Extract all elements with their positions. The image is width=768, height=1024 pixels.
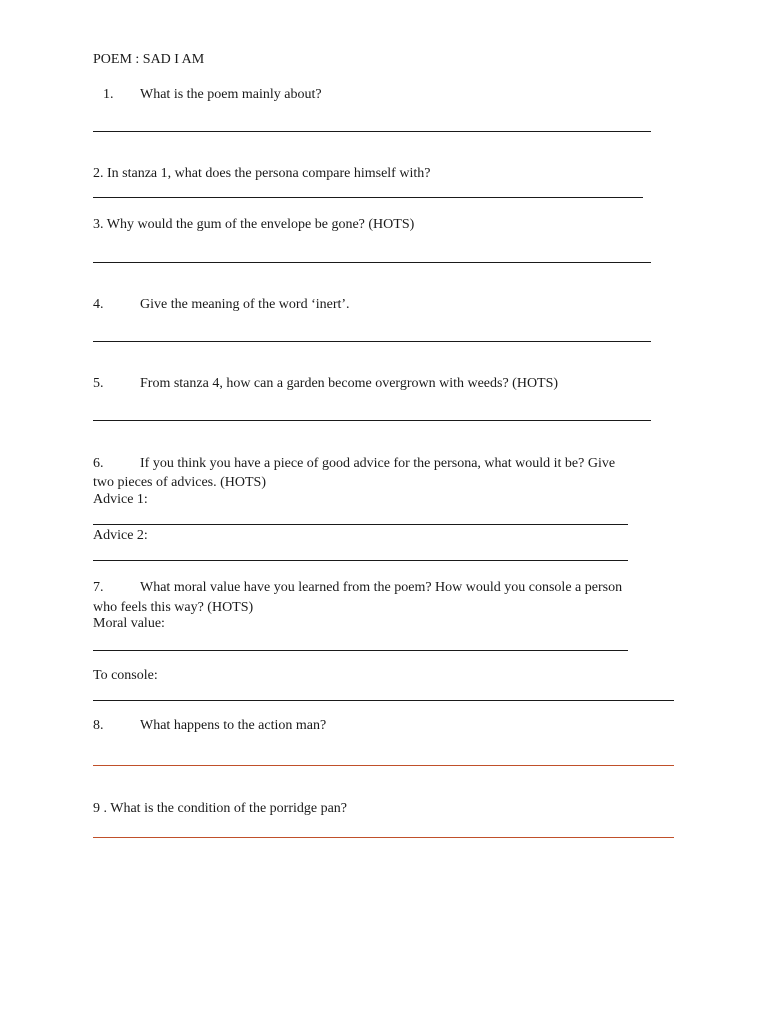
answer-line-8 [93, 765, 674, 766]
question-4-text: Give the meaning of the word ‘inert’. [140, 297, 350, 312]
question-7-text-line-2: who feels this way? (HOTS) [93, 600, 254, 615]
answer-line-2 [93, 197, 643, 198]
answer-line-3 [93, 262, 651, 263]
to-console-label: To console: [93, 668, 158, 683]
answer-line-advice-1 [93, 524, 628, 525]
question-6-number: 6. [93, 456, 104, 471]
question-8-number: 8. [93, 718, 104, 733]
answer-line-5 [93, 420, 651, 421]
question-1-number: 1. [103, 87, 114, 102]
question-4-number: 4. [93, 297, 104, 312]
answer-line-9 [93, 837, 674, 838]
advice-1-label: Advice 1: [93, 492, 148, 507]
question-8-text: What happens to the action man? [140, 718, 327, 733]
worksheet-title: POEM : SAD I AM [93, 52, 205, 67]
advice-2-label: Advice 2: [93, 528, 148, 543]
question-7-text-line-1: What moral value have you learned from the poem? How would you console a person [140, 580, 623, 595]
moral-value-label: Moral value: [93, 616, 165, 631]
answer-line-1 [93, 131, 651, 132]
answer-line-4 [93, 341, 651, 342]
answer-line-moral-value [93, 650, 628, 651]
question-6-text-line-1: If you think you have a piece of good advice for the persona, what would it be? Give [140, 456, 616, 471]
question-2-text: 2. In stanza 1, what does the persona compare himself with? [93, 166, 431, 181]
question-1-text: What is the poem mainly about? [140, 87, 322, 102]
question-3-text: 3. Why would the gum of the envelope be gone? (HOTS) [93, 217, 415, 232]
question-6-text-line-2: two pieces of advices. (HOTS) [93, 475, 267, 490]
answer-line-advice-2 [93, 560, 628, 561]
question-5-number: 5. [93, 376, 104, 391]
answer-line-to-console [93, 700, 674, 701]
question-7-number: 7. [93, 580, 104, 595]
question-5-text: From stanza 4, how can a garden become overgrown with weeds? (HOTS) [140, 376, 559, 391]
question-9-text: 9 . What is the condition of the porridge pan? [93, 801, 348, 816]
